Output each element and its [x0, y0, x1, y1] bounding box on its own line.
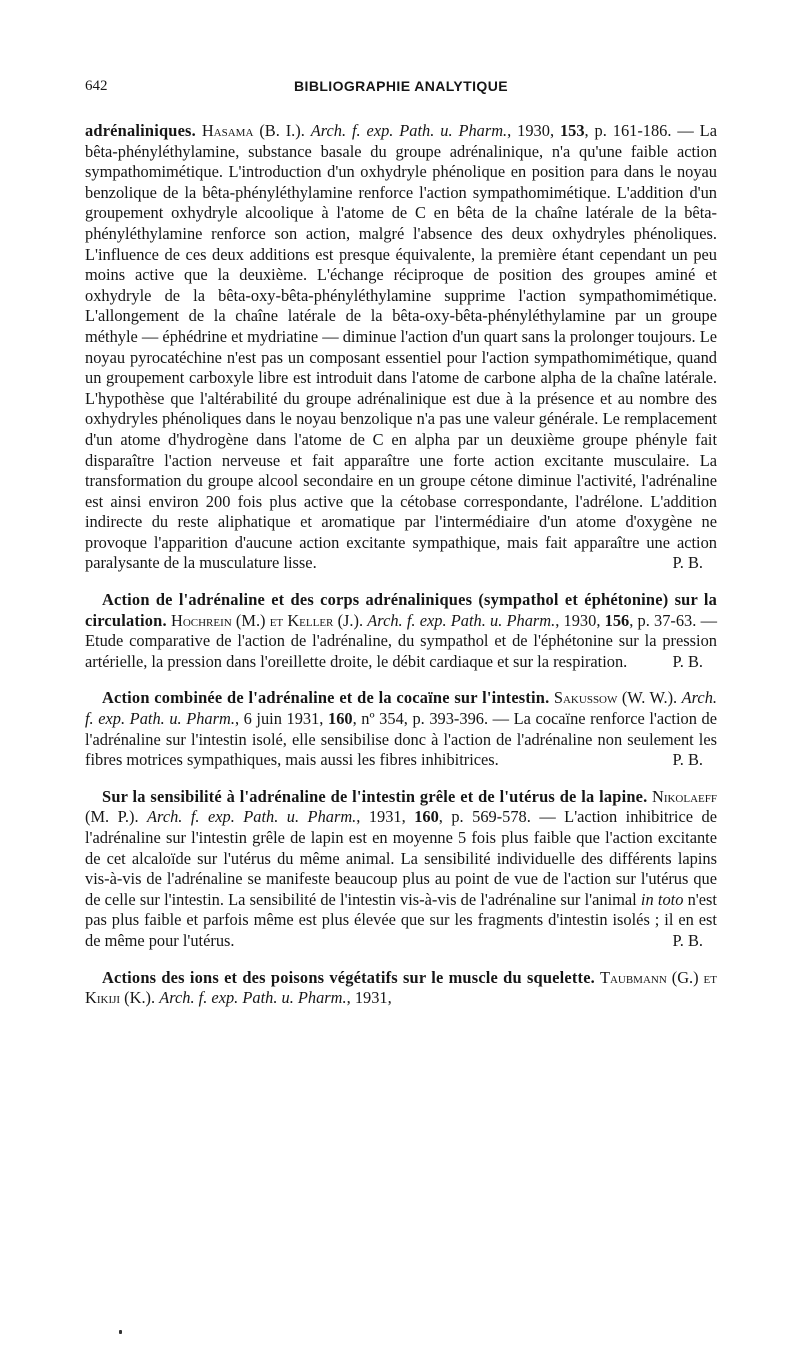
- entry-authors: Nikolaeff (M. P.).: [85, 786, 717, 827]
- entry-emphasis: in toto: [640, 889, 684, 909]
- entry-pages: , nº 354, p. 393-396.: [352, 709, 489, 729]
- entry-pages: , p. 37-63.: [629, 610, 697, 630]
- entry-year: , 1930,: [507, 121, 555, 140]
- entry-abstract: — L'action inhibitrice de l'adrénaline sur l'intestin grêle de lapin est en moyenne 5 fois plus faible que l'action excitante de cet alcaloïde sur l'utérus du même animal. La sensibilité individuelle des différents lapins vis-à-vis de l'adrénaline se manifeste beaucoup plus au point de vue de l'action sur l'utérus que de celle sur l'intestin. La sensibilité de l'intestin vis-à-vis de l'adrénaline sur l'animal: [85, 807, 717, 909]
- running-title: BIBLIOGRAPHIE ANALYTIQUE: [294, 78, 508, 94]
- bibliography-entry: [85, 590, 717, 672]
- entry-year: , 1931,: [356, 807, 406, 827]
- entry-abstract: — La bêta-phényléthylamine, substance basale du groupe adrénalinique, n'a qu'une faible action sympathomimétique. L'introduction d'un oxhydryle phénolique en position para dans le noyau benzolique de la bêta-phényléthylamine renforce l'action sympathomimétique. L'addition d'un groupement oxhydryle alcoolique à l'atome de C en bêta de la chaîne latérale de la bêta-phényléthylamine renforce son action, malgré l'absence des deux oxhydryles phénoliques. L'influence de ces deux additions est presque équivalente, la première étant cependant un peu moins active que la deuxième. L'échange réciproque de position des groupes aminé et oxhydryle de la bêta-oxy-bêta-phényléthylamine supprime l'action sympathomimétique. L'allongement de la chaîne latérale de la bêta-oxy-bêta-phényléthylamine par un groupe méthyle — éphédrine et mydriatine — diminue l'action d'un quart sans la prolonger toujours. Le noyau pyrocatéchine n'est pas un composant essentiel pour l'action sympathomimétique, quand un groupement carboxyle libre est introduit dans l'atome de carbone alpha de la chaîne latérale. L'hypothèse que l'altérabilité du groupe adrénalinique est due à la présence et au nombre des oxhydryles phénoliques dans le noyau benzolique n'a pas une valeur générale. Le remplacement d'un atome d'hydrogène dans l'atome de C en alpha par un deuxième groupe phényle fait disparaître l'action nerveuse et fait apparaître une forte action excitante musculaire. La transformation du groupe alcool secondaire en un groupe cétone diminue l'activité, l'adrénaline est ainsi environ 200 fois plus active que la cétobase correspondante, l'adrélone. L'addition indirecte du reste aliphatique et aromatique par l'intermédiaire d'un atome d'oxygène ne provoque l'apparition d'aucune action excitante sympathique, mais fait apparaître une action paralysante de la musculature lisse.: [85, 121, 717, 573]
- entry-journal: Arch. f. exp. Path. u. Pharm.: [85, 688, 717, 729]
- entry-title: Action de l'adrénaline et des corps adrénaliniques (sympathol et éphétonine) sur la circulation.: [85, 590, 717, 630]
- entry-journal: Arch. f. exp. Path. u. Pharm.: [159, 988, 347, 1008]
- entry-authors: Sakussow (W. W.).: [553, 688, 678, 708]
- entry-journal: Arch. f. exp. Path. u. Pharm.: [367, 610, 556, 630]
- entry-signature: P. B.: [672, 651, 703, 671]
- entry-authors: Hasama (B. I.).: [201, 121, 305, 140]
- bibliography-entry: [85, 121, 717, 574]
- entry-text: [85, 688, 717, 770]
- entry-text: [85, 590, 717, 672]
- entry-pages: , p. 569-578.: [438, 807, 531, 827]
- bibliography-entry: [85, 968, 717, 1009]
- entry-title: adrénaliniques.: [85, 121, 196, 140]
- entry-signature: P. B.: [672, 553, 703, 573]
- entry-journal: Arch. f. exp. Path. u. Pharm.: [147, 807, 357, 827]
- entry-text: [85, 121, 717, 574]
- entry-authors: Taubmann (G.) et Kikiji (K.).: [85, 967, 717, 1008]
- entry-journal: Arch. f. exp. Path. u. Pharm.: [310, 121, 508, 140]
- document-page: [85, 76, 717, 1009]
- page-number: 642: [85, 78, 108, 94]
- entry-year: , 1930,: [555, 610, 601, 630]
- entry-abstract: — La cocaïne renforce l'action de l'adrénaline sur l'intestin isolé, elle sensibilise donc à l'action de l'adrénaline non seulement les fibres motrices sympathiques, mais aussi les fibres inhibitrices.: [85, 709, 717, 770]
- entry-year: , 1931,: [346, 988, 392, 1008]
- entry-year: , 6 juin 1931,: [234, 709, 324, 729]
- bibliography-entry: [85, 688, 717, 770]
- entry-text: [85, 787, 717, 952]
- entry-volume: 156: [604, 610, 630, 630]
- entry-signature: P. B.: [672, 750, 703, 770]
- entry-abstract: — Etude comparative de l'action de l'adrénaline, du sympathol et de l'éphétonine sur la pression artérielle, la pression dans l'oreillette droite, le débit cardiaque et sur la respiration.: [85, 610, 717, 671]
- entry-signature: P. B.: [672, 930, 703, 950]
- entry-title: Actions des ions et des poisons végétatifs sur le muscle du squelette.: [102, 967, 595, 987]
- entry-text: [85, 968, 717, 1009]
- bibliography-entry: [85, 787, 717, 952]
- entry-title: Sur la sensibilité à l'adrénaline de l'intestin grêle et de l'utérus de la lapine.: [102, 786, 648, 806]
- entry-volume: 160: [414, 807, 439, 827]
- entry-abstract-continued: n'est pas plus faible et parfois même est plus élevée que sur les fragments d'intestin isolés ; il en est de même pour l'utérus.: [85, 889, 717, 950]
- entry-pages: , p. 161-186.: [584, 121, 672, 140]
- running-head: [85, 76, 717, 98]
- entry-volume: 160: [328, 709, 353, 729]
- ink-speck: [119, 1330, 122, 1334]
- entry-volume: 153: [559, 121, 585, 140]
- entry-authors: Hochrein (M.) et Keller (J.).: [170, 610, 364, 630]
- entry-title: Action combinée de l'adrénaline et de la cocaïne sur l'intestin.: [102, 688, 550, 708]
